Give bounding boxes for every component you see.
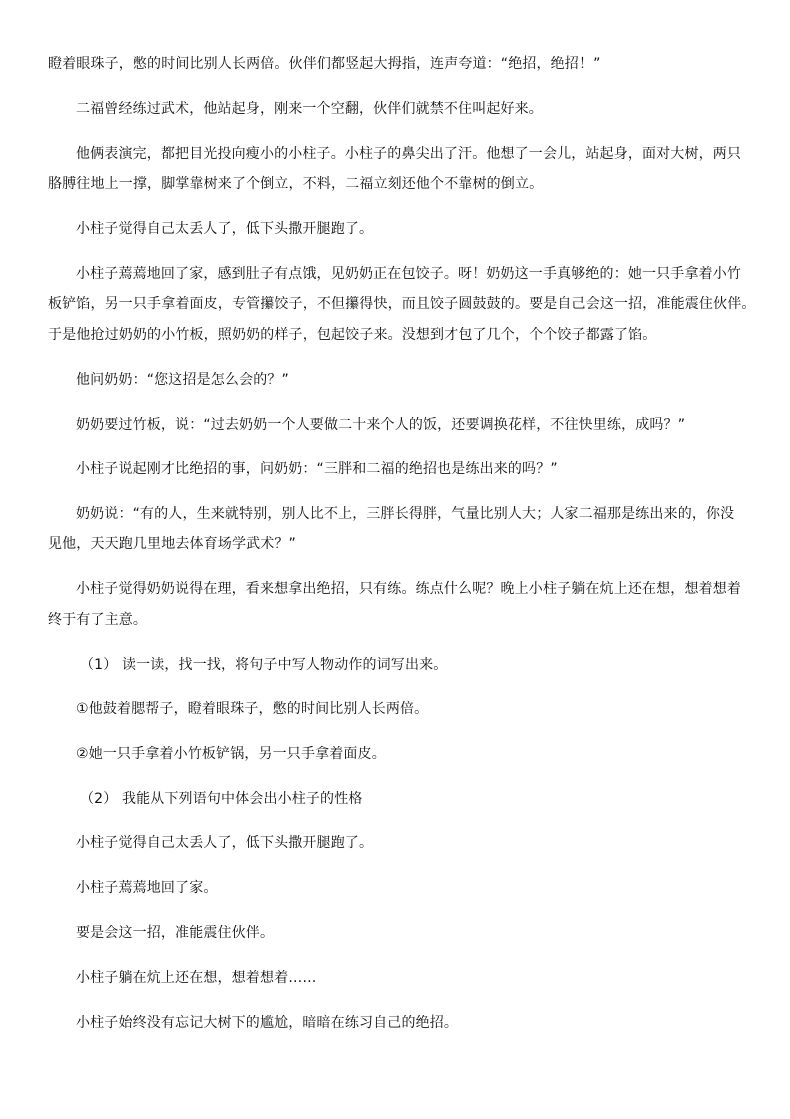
text-line: ②她一只手拿着小竹板铲锅，另一只手拿着面皮。 [76,746,386,762]
text-line: 小柱子蔫蔫地回了家。 [76,880,218,896]
text-line: 瞪着眼珠子，憋的时间比别人长两倍。伙伴们都竖起大拇指，连声夸道：“绝招，绝招！” [48,56,601,72]
text-line: 小柱子始终没有忘记大树下的尴尬，暗暗在练习自己的绝招。 [76,1015,459,1031]
text-line: 小柱子觉得自己太丢人了，低下头撒开腿跑了。 [76,835,374,851]
text-line: 于是他抢过奶奶的小竹板，照奶奶的样子，包起饺子来。没想到才包了几个，个个饺子都露了馅。 [48,327,657,343]
text-line: 见他，天天跑几里地去体育场学武术？” [48,536,296,552]
text-line: 小柱子躺在炕上还在想，想着想着…… [76,970,317,986]
text-line: 胳膊往地上一撑，脚掌靠树来了个倒立，不料，二福立刻还他个不靠树的倒立。 [48,176,544,192]
text-line: 小柱子觉得奶奶说得在理，看来想拿出绝招，只有练。练点什么呢？晚上小柱子躺在炕上还在想，想着想着 [76,581,742,597]
text-line: 板铲馅，另一只手拿着面皮，专管攥饺子，不但攥得快，而且饺子圆鼓鼓的。要是自己会这一招，准能震住伙伴。 [48,296,756,312]
text-line: 他俩表演完，都把目光投向瘦小的小柱子。小柱子的鼻尖出了汗。他想了一会儿，站起身，面对大树，两只 [76,146,742,162]
text-line: 小柱子说起刚才比绝招的事，问奶奶：“三胖和二福的绝招也是练出来的吗？” [76,461,558,477]
question-heading: （1） 读一读，找一找，将句子中写人物动作的词写出来。 [80,657,448,673]
question-heading: （2） 我能从下列语句中体会出小柱子的性格 [80,791,363,807]
text-line: 小柱子觉得自己太丢人了，低下头撒开腿跑了。 [76,221,374,237]
text-line: 奶奶要过竹板，说：“过去奶奶一个人要做二十来个人的饭，还要调换花样，不往快里练，成吗？” [76,417,686,433]
text-line: 小柱子蔫蔫地回了家，感到肚子有点饿，见奶奶正在包饺子。呀！奶奶这一手真够绝的：她一只手拿着小竹 [76,266,742,282]
text-line: 终于有了主意。 [48,612,148,628]
text-line: ①他鼓着腮帮子，瞪着眼珠子，憋的时间比别人长两倍。 [76,701,429,717]
text-line: 二福曾经练过武术，他站起身，刚来一个空翻，伙伴们就禁不住叫起好来。 [76,101,543,117]
text-line: 奶奶说：“有的人，生来就特别，别人比不上，三胖长得胖，气量比别人大；人家二福那是练出来的，你没 [76,506,735,522]
text-line: 他问奶奶：“您这招是怎么会的？” [76,372,289,388]
text-line: 要是会这一招，准能震住伙伴。 [76,925,275,941]
